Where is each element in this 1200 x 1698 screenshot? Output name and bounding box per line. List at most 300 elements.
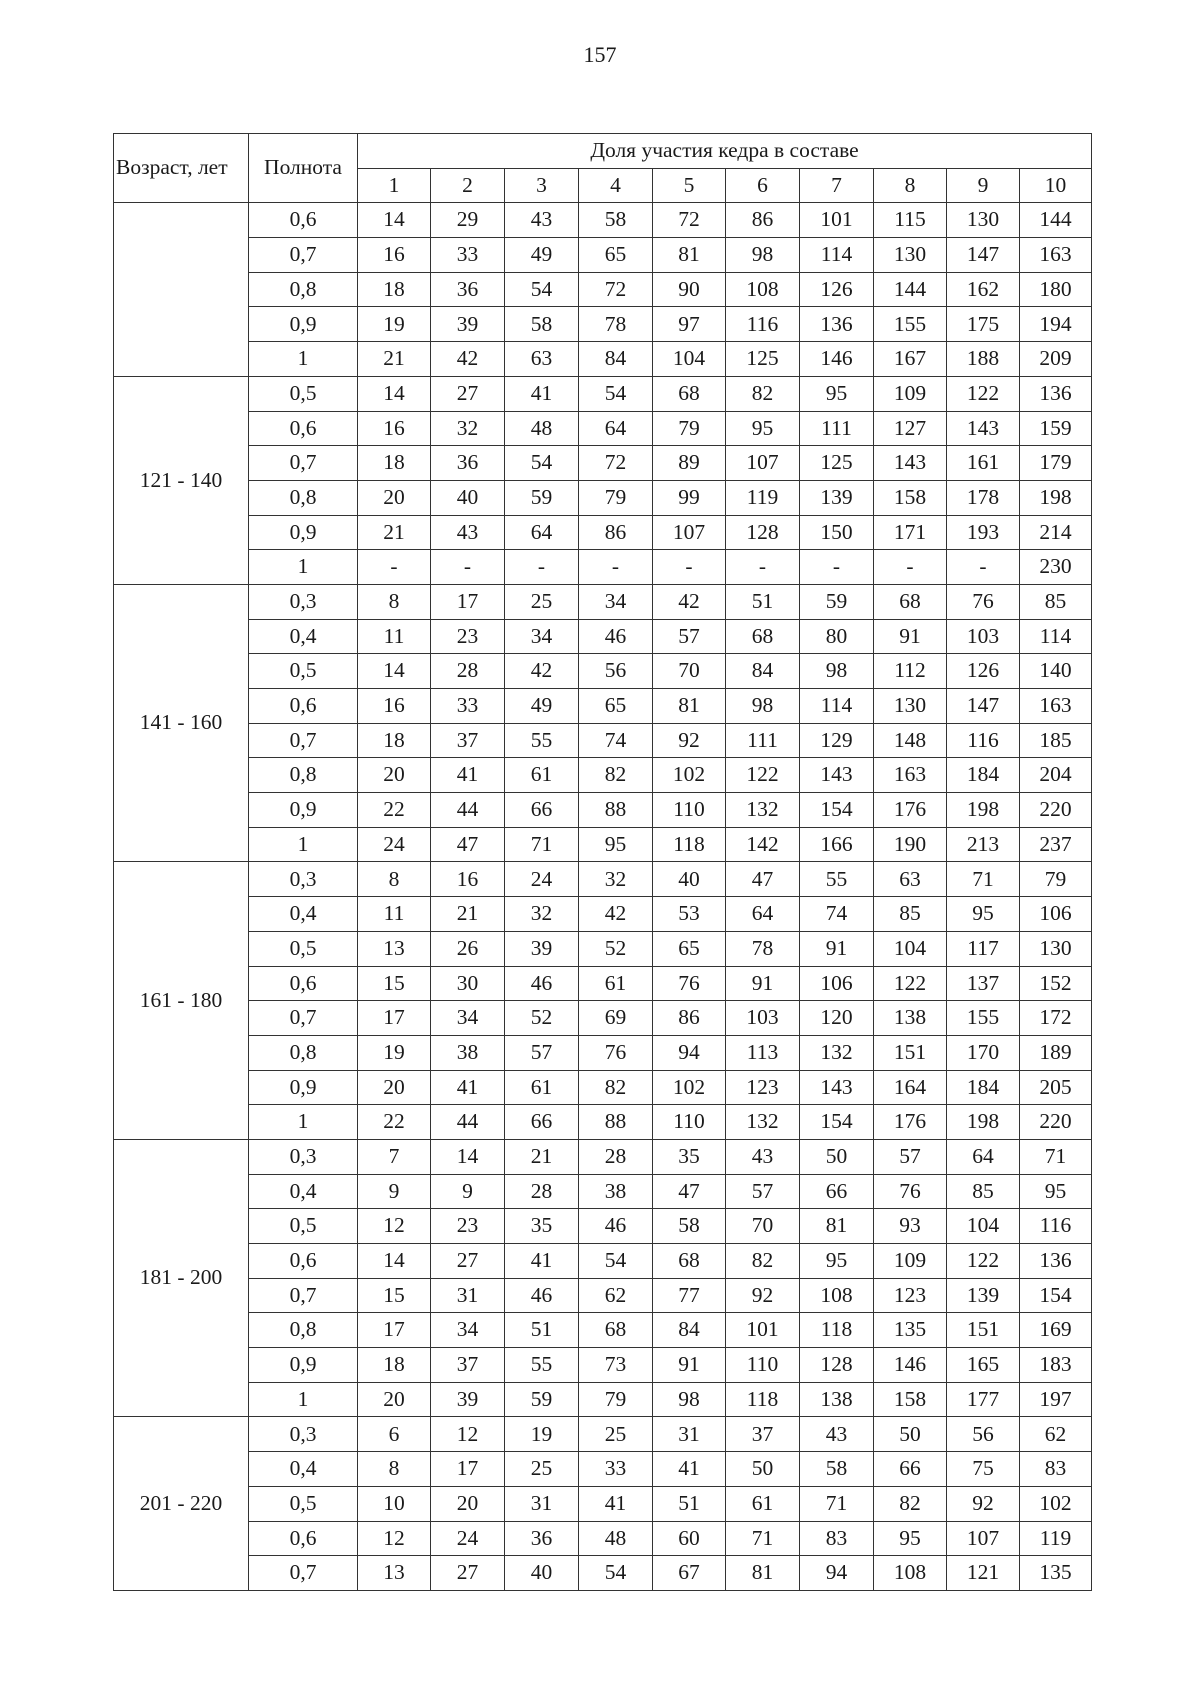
value-cell: 71 — [505, 827, 579, 862]
value-cell: 97 — [653, 307, 726, 342]
column-number-9: 9 — [947, 168, 1020, 203]
value-cell: 154 — [800, 793, 874, 828]
value-cell: 13 — [358, 1556, 431, 1591]
value-cell: 165 — [947, 1348, 1020, 1383]
value-cell: 20 — [358, 480, 431, 515]
density-cell: 0,8 — [249, 1035, 358, 1070]
value-cell: 67 — [653, 1556, 726, 1591]
table-row — [114, 550, 1092, 585]
value-cell: 14 — [431, 1139, 505, 1174]
value-cell: 81 — [726, 1556, 800, 1591]
value-cell: 61 — [726, 1486, 800, 1521]
value-cell: 180 — [1020, 272, 1092, 307]
value-cell: 148 — [874, 723, 947, 758]
table-row — [114, 689, 1092, 724]
value-cell: 19 — [505, 1417, 579, 1452]
table-row — [114, 793, 1092, 828]
value-cell: 41 — [431, 1070, 505, 1105]
value-cell: 61 — [505, 1070, 579, 1105]
density-cell: 0,9 — [249, 515, 358, 550]
value-cell: 147 — [947, 689, 1020, 724]
value-cell: 36 — [431, 272, 505, 307]
value-cell: - — [947, 550, 1020, 585]
value-cell: 123 — [726, 1070, 800, 1105]
value-cell: 171 — [874, 515, 947, 550]
value-cell: 193 — [947, 515, 1020, 550]
value-cell: 143 — [800, 758, 874, 793]
value-cell: 116 — [947, 723, 1020, 758]
table-row — [114, 446, 1092, 481]
density-cell: 0,7 — [249, 1278, 358, 1313]
value-cell: 82 — [579, 1070, 653, 1105]
value-cell: 41 — [431, 758, 505, 793]
value-cell: 64 — [947, 1139, 1020, 1174]
value-cell: 41 — [579, 1486, 653, 1521]
value-cell: 107 — [653, 515, 726, 550]
value-cell: 48 — [579, 1521, 653, 1556]
value-cell: 71 — [1020, 1139, 1092, 1174]
value-cell: 50 — [874, 1417, 947, 1452]
value-cell: 36 — [431, 446, 505, 481]
value-cell: 130 — [947, 203, 1020, 238]
value-cell: - — [505, 550, 579, 585]
value-cell: 185 — [1020, 723, 1092, 758]
age-group-cell: 201 - 220 — [114, 1417, 249, 1590]
value-cell: 57 — [653, 619, 726, 654]
value-cell: 71 — [947, 862, 1020, 897]
table-row — [114, 1174, 1092, 1209]
density-cell: 0,5 — [249, 1486, 358, 1521]
value-cell: 35 — [505, 1209, 579, 1244]
value-cell: 213 — [947, 827, 1020, 862]
value-cell: 21 — [431, 897, 505, 932]
value-cell: 84 — [726, 654, 800, 689]
value-cell: 95 — [579, 827, 653, 862]
value-cell: 104 — [947, 1209, 1020, 1244]
value-cell: 198 — [947, 1105, 1020, 1140]
value-cell: 14 — [358, 654, 431, 689]
value-cell: 58 — [505, 307, 579, 342]
density-cell: 0,4 — [249, 897, 358, 932]
density-cell: 0,3 — [249, 862, 358, 897]
value-cell: 163 — [1020, 238, 1092, 273]
table-row — [114, 1139, 1092, 1174]
value-cell: 52 — [579, 931, 653, 966]
value-cell: 82 — [726, 376, 800, 411]
value-cell: 99 — [653, 480, 726, 515]
value-cell: 52 — [505, 1001, 579, 1036]
value-cell: 50 — [726, 1452, 800, 1487]
value-cell: 114 — [1020, 619, 1092, 654]
density-cell: 0,3 — [249, 1417, 358, 1452]
column-number-4: 4 — [579, 168, 653, 203]
density-cell: 0,9 — [249, 1070, 358, 1105]
value-cell: 142 — [726, 827, 800, 862]
value-cell: 95 — [947, 897, 1020, 932]
value-cell: 108 — [726, 272, 800, 307]
table-row — [114, 1070, 1092, 1105]
value-cell: 27 — [431, 1244, 505, 1279]
value-cell: 88 — [579, 793, 653, 828]
value-cell: 43 — [431, 515, 505, 550]
value-cell: 103 — [947, 619, 1020, 654]
value-cell: 63 — [505, 342, 579, 377]
value-cell: 64 — [505, 515, 579, 550]
page-number: 157 — [583, 42, 617, 67]
header-density: Полнота — [249, 134, 358, 203]
value-cell: 84 — [579, 342, 653, 377]
value-cell: - — [726, 550, 800, 585]
value-cell: 93 — [874, 1209, 947, 1244]
density-cell: 0,4 — [249, 1174, 358, 1209]
density-cell: 0,5 — [249, 931, 358, 966]
value-cell: 24 — [431, 1521, 505, 1556]
value-cell: 43 — [505, 203, 579, 238]
value-cell: 54 — [579, 1556, 653, 1591]
value-cell: 117 — [947, 931, 1020, 966]
value-cell: 18 — [358, 1348, 431, 1383]
value-cell: 72 — [653, 203, 726, 238]
value-cell: 92 — [726, 1278, 800, 1313]
table-row — [114, 1382, 1092, 1417]
value-cell: 91 — [874, 619, 947, 654]
value-cell: 51 — [726, 584, 800, 619]
value-cell: 32 — [505, 897, 579, 932]
value-cell: 56 — [579, 654, 653, 689]
table-row — [114, 307, 1092, 342]
value-cell: 114 — [800, 689, 874, 724]
value-cell: 91 — [800, 931, 874, 966]
value-cell: 23 — [431, 619, 505, 654]
value-cell: 85 — [874, 897, 947, 932]
value-cell: 71 — [800, 1486, 874, 1521]
value-cell: 86 — [579, 515, 653, 550]
value-cell: 33 — [431, 238, 505, 273]
value-cell: 11 — [358, 897, 431, 932]
value-cell: 18 — [358, 446, 431, 481]
value-cell: 42 — [579, 897, 653, 932]
value-cell: 47 — [653, 1174, 726, 1209]
value-cell: 119 — [726, 480, 800, 515]
density-cell: 1 — [249, 1105, 358, 1140]
value-cell: 19 — [358, 307, 431, 342]
value-cell: 150 — [800, 515, 874, 550]
table-row — [114, 723, 1092, 758]
value-cell: 101 — [726, 1313, 800, 1348]
value-cell: 32 — [579, 862, 653, 897]
value-cell: 15 — [358, 966, 431, 1001]
value-cell: 55 — [505, 723, 579, 758]
header-row — [114, 134, 1092, 169]
value-cell: 25 — [505, 584, 579, 619]
value-cell: 130 — [874, 238, 947, 273]
value-cell: 112 — [874, 654, 947, 689]
value-cell: 34 — [431, 1313, 505, 1348]
value-cell: 44 — [431, 1105, 505, 1140]
value-cell: 98 — [726, 689, 800, 724]
value-cell: 57 — [874, 1139, 947, 1174]
value-cell: 82 — [874, 1486, 947, 1521]
value-cell: 98 — [653, 1382, 726, 1417]
value-cell: 8 — [358, 1452, 431, 1487]
value-cell: 83 — [800, 1521, 874, 1556]
value-cell: 38 — [431, 1035, 505, 1070]
value-cell: 108 — [874, 1556, 947, 1591]
value-cell: 59 — [800, 584, 874, 619]
density-cell: 1 — [249, 550, 358, 585]
density-cell: 0,6 — [249, 1244, 358, 1279]
table-row — [114, 342, 1092, 377]
value-cell: 163 — [874, 758, 947, 793]
density-cell: 1 — [249, 827, 358, 862]
value-cell: 71 — [726, 1521, 800, 1556]
age-group-cell: 141 - 160 — [114, 584, 249, 862]
value-cell: 36 — [505, 1521, 579, 1556]
density-cell: 0,7 — [249, 1001, 358, 1036]
value-cell: 68 — [653, 376, 726, 411]
value-cell: 78 — [579, 307, 653, 342]
value-cell: 19 — [358, 1035, 431, 1070]
density-cell: 0,6 — [249, 689, 358, 724]
value-cell: 13 — [358, 931, 431, 966]
value-cell: 14 — [358, 1244, 431, 1279]
table-row — [114, 1035, 1092, 1070]
value-cell: 92 — [653, 723, 726, 758]
value-cell: 17 — [358, 1001, 431, 1036]
table-row — [114, 1452, 1092, 1487]
value-cell: 66 — [800, 1174, 874, 1209]
value-cell: 34 — [505, 619, 579, 654]
value-cell: 111 — [726, 723, 800, 758]
value-cell: 44 — [431, 793, 505, 828]
value-cell: 39 — [431, 1382, 505, 1417]
value-cell: 54 — [579, 1244, 653, 1279]
density-cell: 0,6 — [249, 1521, 358, 1556]
value-cell: - — [579, 550, 653, 585]
value-cell: 37 — [431, 1348, 505, 1383]
density-cell: 0,8 — [249, 758, 358, 793]
value-cell: 32 — [431, 411, 505, 446]
value-cell: 79 — [653, 411, 726, 446]
value-cell: 55 — [800, 862, 874, 897]
value-cell: 14 — [358, 376, 431, 411]
value-cell: 65 — [653, 931, 726, 966]
value-cell: 115 — [874, 203, 947, 238]
value-cell: 62 — [1020, 1417, 1092, 1452]
value-cell: 66 — [505, 1105, 579, 1140]
table-row — [114, 1209, 1092, 1244]
table-row — [114, 1521, 1092, 1556]
value-cell: 31 — [505, 1486, 579, 1521]
value-cell: 59 — [505, 480, 579, 515]
value-cell: 40 — [653, 862, 726, 897]
value-cell: 20 — [358, 1382, 431, 1417]
value-cell: 16 — [431, 862, 505, 897]
value-cell: 85 — [947, 1174, 1020, 1209]
value-cell: 53 — [653, 897, 726, 932]
table-row — [114, 619, 1092, 654]
value-cell: 107 — [726, 446, 800, 481]
value-cell: 132 — [800, 1035, 874, 1070]
value-cell: 127 — [874, 411, 947, 446]
table-row — [114, 1278, 1092, 1313]
value-cell: 146 — [874, 1348, 947, 1383]
value-cell: 37 — [431, 723, 505, 758]
value-cell: 101 — [800, 203, 874, 238]
value-cell: 161 — [947, 446, 1020, 481]
value-cell: 68 — [874, 584, 947, 619]
value-cell: 167 — [874, 342, 947, 377]
value-cell: 95 — [726, 411, 800, 446]
value-cell: 76 — [874, 1174, 947, 1209]
value-cell: 89 — [653, 446, 726, 481]
value-cell: 24 — [358, 827, 431, 862]
value-cell: 184 — [947, 758, 1020, 793]
value-cell: - — [800, 550, 874, 585]
value-cell: 21 — [358, 342, 431, 377]
value-cell: 125 — [726, 342, 800, 377]
value-cell: 91 — [653, 1348, 726, 1383]
value-cell: 76 — [579, 1035, 653, 1070]
value-cell: 16 — [358, 411, 431, 446]
value-cell: 50 — [800, 1139, 874, 1174]
value-cell: 22 — [358, 793, 431, 828]
value-cell: 34 — [431, 1001, 505, 1036]
value-cell: 126 — [800, 272, 874, 307]
value-cell: 68 — [653, 1244, 726, 1279]
value-cell: 139 — [800, 480, 874, 515]
value-cell: 8 — [358, 584, 431, 619]
value-cell: 147 — [947, 238, 1020, 273]
table-row — [114, 411, 1092, 446]
value-cell: 16 — [358, 238, 431, 273]
value-cell: 46 — [579, 619, 653, 654]
value-cell: 136 — [1020, 376, 1092, 411]
value-cell: 86 — [726, 203, 800, 238]
value-cell: 34 — [579, 584, 653, 619]
value-cell: 85 — [1020, 584, 1092, 619]
value-cell: 43 — [726, 1139, 800, 1174]
value-cell: 107 — [947, 1521, 1020, 1556]
density-cell: 0,4 — [249, 1452, 358, 1487]
density-cell: 1 — [249, 1382, 358, 1417]
table-row — [114, 827, 1092, 862]
value-cell: 81 — [800, 1209, 874, 1244]
value-cell: 118 — [800, 1313, 874, 1348]
value-cell: 56 — [947, 1417, 1020, 1452]
value-cell: 35 — [653, 1139, 726, 1174]
value-cell: 119 — [1020, 1521, 1092, 1556]
value-cell: 17 — [431, 1452, 505, 1487]
value-cell: 39 — [431, 307, 505, 342]
value-cell: 140 — [1020, 654, 1092, 689]
value-cell: 205 — [1020, 1070, 1092, 1105]
value-cell: 109 — [874, 1244, 947, 1279]
value-cell: 75 — [947, 1452, 1020, 1487]
value-cell: 47 — [431, 827, 505, 862]
table-row — [114, 966, 1092, 1001]
value-cell: 204 — [1020, 758, 1092, 793]
table-row — [114, 862, 1092, 897]
value-cell: 61 — [505, 758, 579, 793]
column-number-1: 1 — [358, 168, 431, 203]
value-cell: 25 — [505, 1452, 579, 1487]
value-cell: 58 — [800, 1452, 874, 1487]
value-cell: 49 — [505, 238, 579, 273]
value-cell: 82 — [726, 1244, 800, 1279]
value-cell: 129 — [800, 723, 874, 758]
value-cell: 20 — [431, 1486, 505, 1521]
value-cell: 33 — [431, 689, 505, 724]
value-cell: 17 — [431, 584, 505, 619]
value-cell: 74 — [579, 723, 653, 758]
density-cell: 0,9 — [249, 1348, 358, 1383]
value-cell: 164 — [874, 1070, 947, 1105]
value-cell: 63 — [874, 862, 947, 897]
value-cell: 81 — [653, 238, 726, 273]
value-cell: 144 — [1020, 203, 1092, 238]
value-cell: 122 — [726, 758, 800, 793]
value-cell: - — [874, 550, 947, 585]
value-cell: 27 — [431, 376, 505, 411]
value-cell: 130 — [1020, 931, 1092, 966]
value-cell: - — [358, 550, 431, 585]
value-cell: 24 — [505, 862, 579, 897]
value-cell: 28 — [505, 1174, 579, 1209]
value-cell: 81 — [653, 689, 726, 724]
value-cell: 55 — [505, 1348, 579, 1383]
value-cell: 95 — [1020, 1174, 1092, 1209]
value-cell: 80 — [800, 619, 874, 654]
value-cell: 41 — [653, 1452, 726, 1487]
value-cell: 170 — [947, 1035, 1020, 1070]
value-cell: 111 — [800, 411, 874, 446]
density-cell: 0,7 — [249, 238, 358, 273]
value-cell: - — [431, 550, 505, 585]
value-cell: 66 — [874, 1452, 947, 1487]
value-cell: 25 — [579, 1417, 653, 1452]
column-number-7: 7 — [800, 168, 874, 203]
value-cell: 183 — [1020, 1348, 1092, 1383]
value-cell: 130 — [874, 689, 947, 724]
density-cell: 1 — [249, 342, 358, 377]
value-cell: 102 — [653, 758, 726, 793]
table-row — [114, 1244, 1092, 1279]
value-cell: 86 — [653, 1001, 726, 1036]
value-cell: 102 — [653, 1070, 726, 1105]
value-cell: 138 — [800, 1382, 874, 1417]
value-cell: 158 — [874, 480, 947, 515]
value-cell: 88 — [579, 1105, 653, 1140]
value-cell: 43 — [800, 1417, 874, 1452]
value-cell: 11 — [358, 619, 431, 654]
column-number-8: 8 — [874, 168, 947, 203]
value-cell: 40 — [431, 480, 505, 515]
value-cell: 15 — [358, 1278, 431, 1313]
value-cell: 120 — [800, 1001, 874, 1036]
value-cell: 39 — [505, 931, 579, 966]
table-row — [114, 376, 1092, 411]
value-cell: 91 — [726, 966, 800, 1001]
density-cell: 0,9 — [249, 793, 358, 828]
value-cell: 166 — [800, 827, 874, 862]
value-cell: 209 — [1020, 342, 1092, 377]
value-cell: 38 — [579, 1174, 653, 1209]
value-cell: 94 — [653, 1035, 726, 1070]
value-cell: 118 — [726, 1382, 800, 1417]
value-cell: 21 — [358, 515, 431, 550]
value-cell: 176 — [874, 793, 947, 828]
